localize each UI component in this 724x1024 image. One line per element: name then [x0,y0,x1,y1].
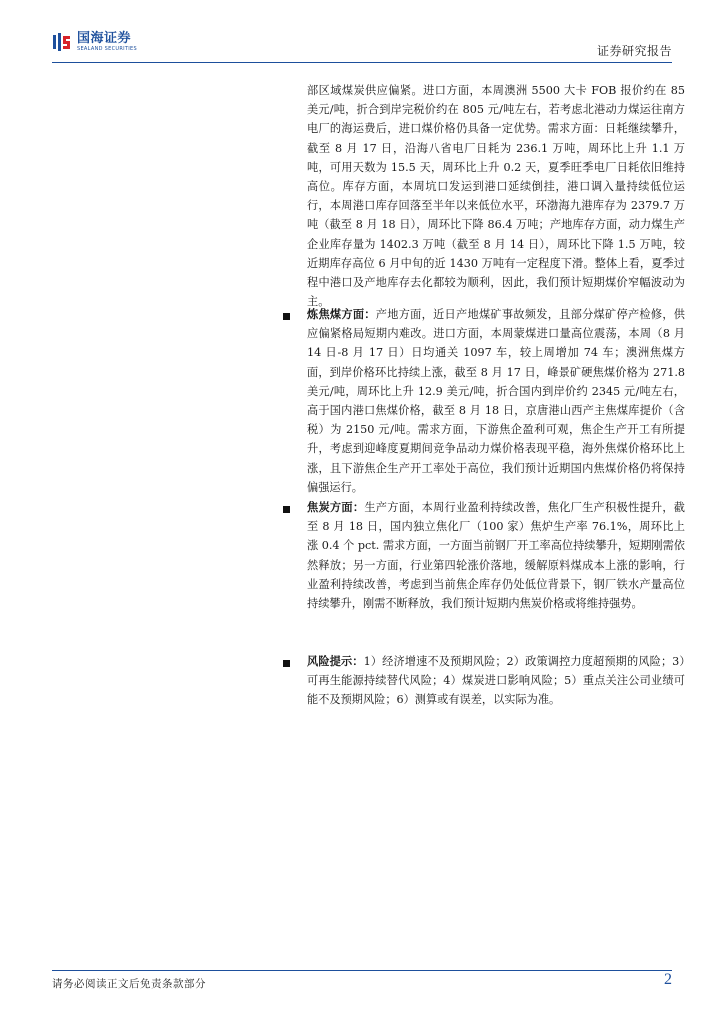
disclaimer-note: 请务必阅读正文后免责条款部分 [52,978,206,990]
page-number: 2 [664,971,672,988]
bullet-paragraph-risk [307,652,685,710]
bullet-square-icon [283,313,290,320]
brand-name-en: SEALAND SECURITIES [77,46,137,52]
brand-name-cn: 国海证券 [77,31,132,46]
bullet-lead-risk: 风险提示： [307,654,364,668]
bullet-square-icon [283,506,290,513]
bullet-text-coke: 生产方面，本周行业盈利持续改善，焦化厂生产积极性提升，截至 8 月 18 日，国内独立焦化厂（100 家）焦炉生产率 76.1%，周环比上涨 0.4 个 pct. 需求方面，一方面当前钢厂开工率高位持续攀升，短期刚需依然释放；另一方面，行业第四轮涨价落地，缓解原料煤成本上涨的影响，行业盈利持续改善，考虑到当前焦企库存仍处低位背景下，钢厂铁水产量高位持续攀升，刚需不断释放，我们预计短期内焦炭价格或将维持强势。 [307,501,685,611]
report-type-label: 证券研究报告 [596,44,672,58]
continued-paragraph: 部区域煤炭供应偏紧。进口方面，本周澳洲 5500 大卡 FOB 报价约在 85 美元/吨，折合到岸完税价约在 805 元/吨左右，若考虑北港动力煤运往南方电厂的海运费后，进口煤价格仍具备一定优势。需求方面：日耗继续攀升，截至 8 月 17 日，沿海八省电厂日耗为 236.1 万吨，周环比上升 1.1 万吨，可用天数为 15.5 天，周环比上升 0.2 天，夏季旺季电厂日耗依旧维持高位。库存方面，本周坑口发运到港口延续倒挂，港口调入量持续低位运行，本周港口库存回落至半年以来低位水平，环渤海九港库存为 2379.7 万吨（截至 8 月 18 日），周环比下降 86.4 万吨；产地库存方面，动力煤生产企业库存量为 1402.3 万吨（截至 8 月 14 日），周环比下降 1.5 万吨，较近期库存高位 6 月中旬的近 1430 万吨有一定程度下滑。整体上看，夏季过程中港口及产地库存去化都较为顺利，因此，我们预计短期煤价窄幅波动为主。 [307,84,685,309]
footer-divider [52,970,672,971]
sealand-logo-icon [52,32,72,52]
brand-logo [52,32,137,52]
bullet-paragraph-coking-coal [307,305,685,497]
bullet-lead-coke: 焦炭方面： [307,500,365,514]
bullet-text-risk: 1）经济增速不及预期风险；2）政策调控力度超预期的风险；3）可再生能源持续替代风险；4）煤炭进口影响风险；5）重点关注公司业绩可能不及预期风险；6）测算或有误差，以实际为准。 [307,655,685,707]
header-divider [52,62,672,63]
bullet-square-icon [283,660,290,667]
bullet-paragraph-coke [307,498,685,613]
bullet-lead-coking-coal: 炼焦煤方面： [307,307,376,321]
bullet-text-coking-coal: 产地方面，近日产地煤矿事故频发，且部分煤矿停产检修，供应偏紧格局短期内难改。进口方面，本周蒙煤进口量高位震荡，本周（8 月 14 日-8 月 17 日）日均通关 1097 车，较上周增加 74 车；澳洲焦煤方面，到岸价格环比持续上涨，截至 8 月 17 日，峰景矿硬焦煤价格为 271.8 美元/吨，周环比上升 12.9 美元/吨，折合国内到岸价约 2345 元/吨左右，高于国内港口焦煤价格，截至 8 月 18 日，京唐港山西产主焦煤库提价（含税）为 2150 元/吨。需求方面，下游焦企盈利可观，焦企生产开工有所提升，考虑到迎峰度夏期间竞争品动力煤价格表现平稳，海外焦煤价格环比上涨，且下游焦企生产开工率处于高位，我们预计近期国内焦煤价格仍将保持偏强运行。 [307,308,685,494]
page-header [52,28,672,62]
